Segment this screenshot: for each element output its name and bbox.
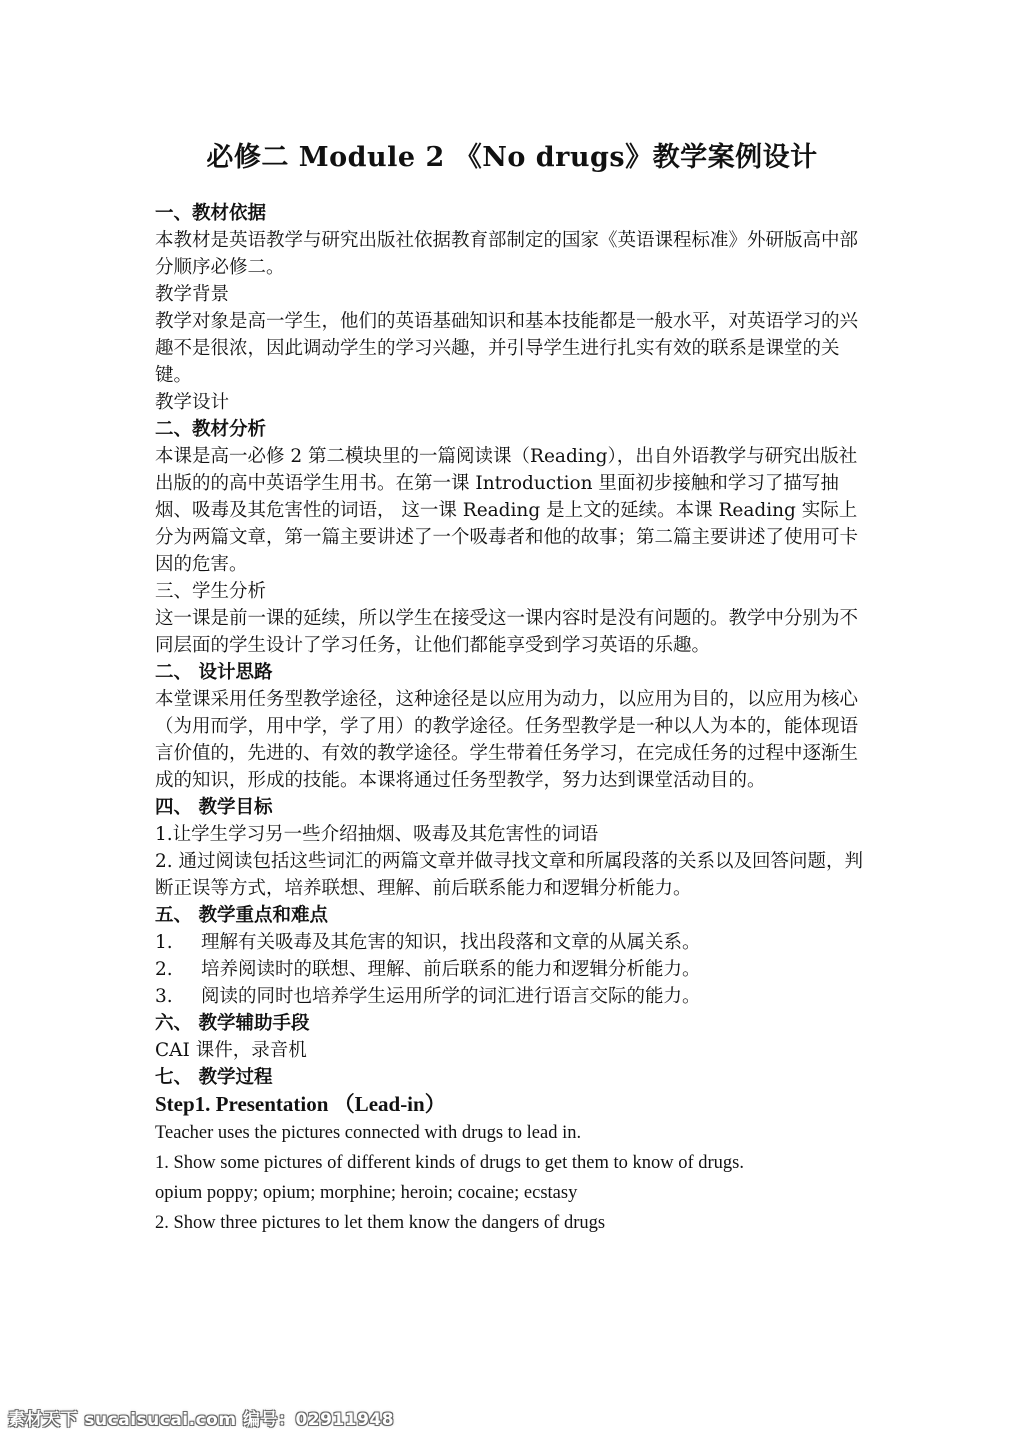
section-heading-student-analysis: 三、学生分析 [155,581,267,602]
key-point-number: 1. [155,932,173,953]
key-point-item [155,983,875,1010]
step1-line-3: opium poppy; opium; morphine; heroin; cocaine; ecstasy [155,1183,578,1203]
label-teaching-design: 教学设计 [155,392,230,413]
section-heading-process: 七、 教学过程 [155,1067,273,1088]
section-heading-basis: 一、教材依据 [155,203,267,224]
key-point-number: 3. [155,986,173,1007]
objective-item-2: 2. 通过阅读包括这些词汇的两篇文章并做寻找文章和所属段落的关系以及回答问题，判断正误等方式，培养联想、理解、前后联系能力和逻辑分析能力。 [155,851,864,899]
label-teaching-background: 教学背景 [155,284,230,305]
watermark-text: 素材天下 sucaisucai.com 编号：02911948 [8,1410,395,1430]
key-point-text: 培养阅读时的联想、理解、前后联系的能力和逻辑分析能力。 [201,959,701,980]
paragraph-design-idea: 本堂课采用任务型教学途径，这种途径是以应用为动力，以应用为目的，以应用为核心（为用而学，用中学，学了用）的教学途径。任务型教学是一种以人为本的，能体现语言价值的，先进的、有效的教学途径。学生带着任务学习，在完成任务的过程中逐渐生成的知识，形成的技能。本课将通过任务型教学，努力达到课堂活动目的。 [155,689,859,791]
paragraph-basis: 本教材是英语教学与研究出版社依据教育部制定的国家《英语课程标准》外研版高中部分顺序必修二。 [155,230,859,278]
step1-heading: Step1. Presentation （Lead-in） [155,1092,446,1116]
document-body [155,200,875,1238]
step1-line-4: 2. Show three pictures to let them know the dangers of drugs [155,1213,606,1233]
section-heading-key-points: 五、 教学重点和难点 [155,905,328,926]
step1-line-2: 1. Show some pictures of different kinds of drugs to get them to know of drugs. [155,1153,745,1173]
key-point-item [155,929,875,956]
key-point-text: 理解有关吸毒及其危害的知识，找出段落和文章的从属关系。 [201,932,701,953]
section-heading-material-analysis: 二、教材分析 [155,419,267,440]
paragraph-student-analysis: 这一课是前一课的延续，所以学生在接受这一课内容时是没有问题的。教学中分别为不同层面的学生设计了学习任务，让他们都能享受到学习英语的乐趣。 [155,608,859,656]
section-heading-objectives: 四、 教学目标 [155,797,273,818]
objective-item-1: 1.让学生学习另一些介绍抽烟、吸毒及其危害性的词语 [155,824,599,845]
step1-line-1: Teacher uses the pictures connected with drugs to lead in. [155,1123,582,1143]
section-heading-design-idea: 二、 设计思路 [155,662,273,683]
paragraph-material-analysis: 本课是高一必修 2 第二模块里的一篇阅读课（Reading），出自外语教学与研究出版社出版的的高中英语学生用书。在第一课 Introduction 里面初步接触和学习了描写抽烟、吸毒及其危害性的词语， 这一课 Reading 是上文的延续。本课 Reading 实际上分为两篇文章，第一篇主要讲述了一个吸毒者和他的故事；第二篇主要讲述了使用可卡因的危害。 [155,446,859,575]
key-point-number: 2. [155,959,173,980]
paragraph-background: 教学对象是高一学生，他们的英语基础知识和基本技能都是一般水平，对英语学习的兴趣不是很浓，因此调动学生的学习兴趣，并引导学生进行扎实有效的联系是课堂的关键。 [155,311,859,386]
key-point-text: 阅读的同时也培养学生运用所学的词汇进行语言交际的能力。 [201,986,701,1007]
paragraph-aids: CAI 课件，录音机 [155,1040,307,1061]
key-point-item [155,956,875,983]
section-heading-aids: 六、 教学辅助手段 [155,1013,310,1034]
document-title: 必修二 Module 2 《No drugs》教学案例设计 [206,142,818,173]
